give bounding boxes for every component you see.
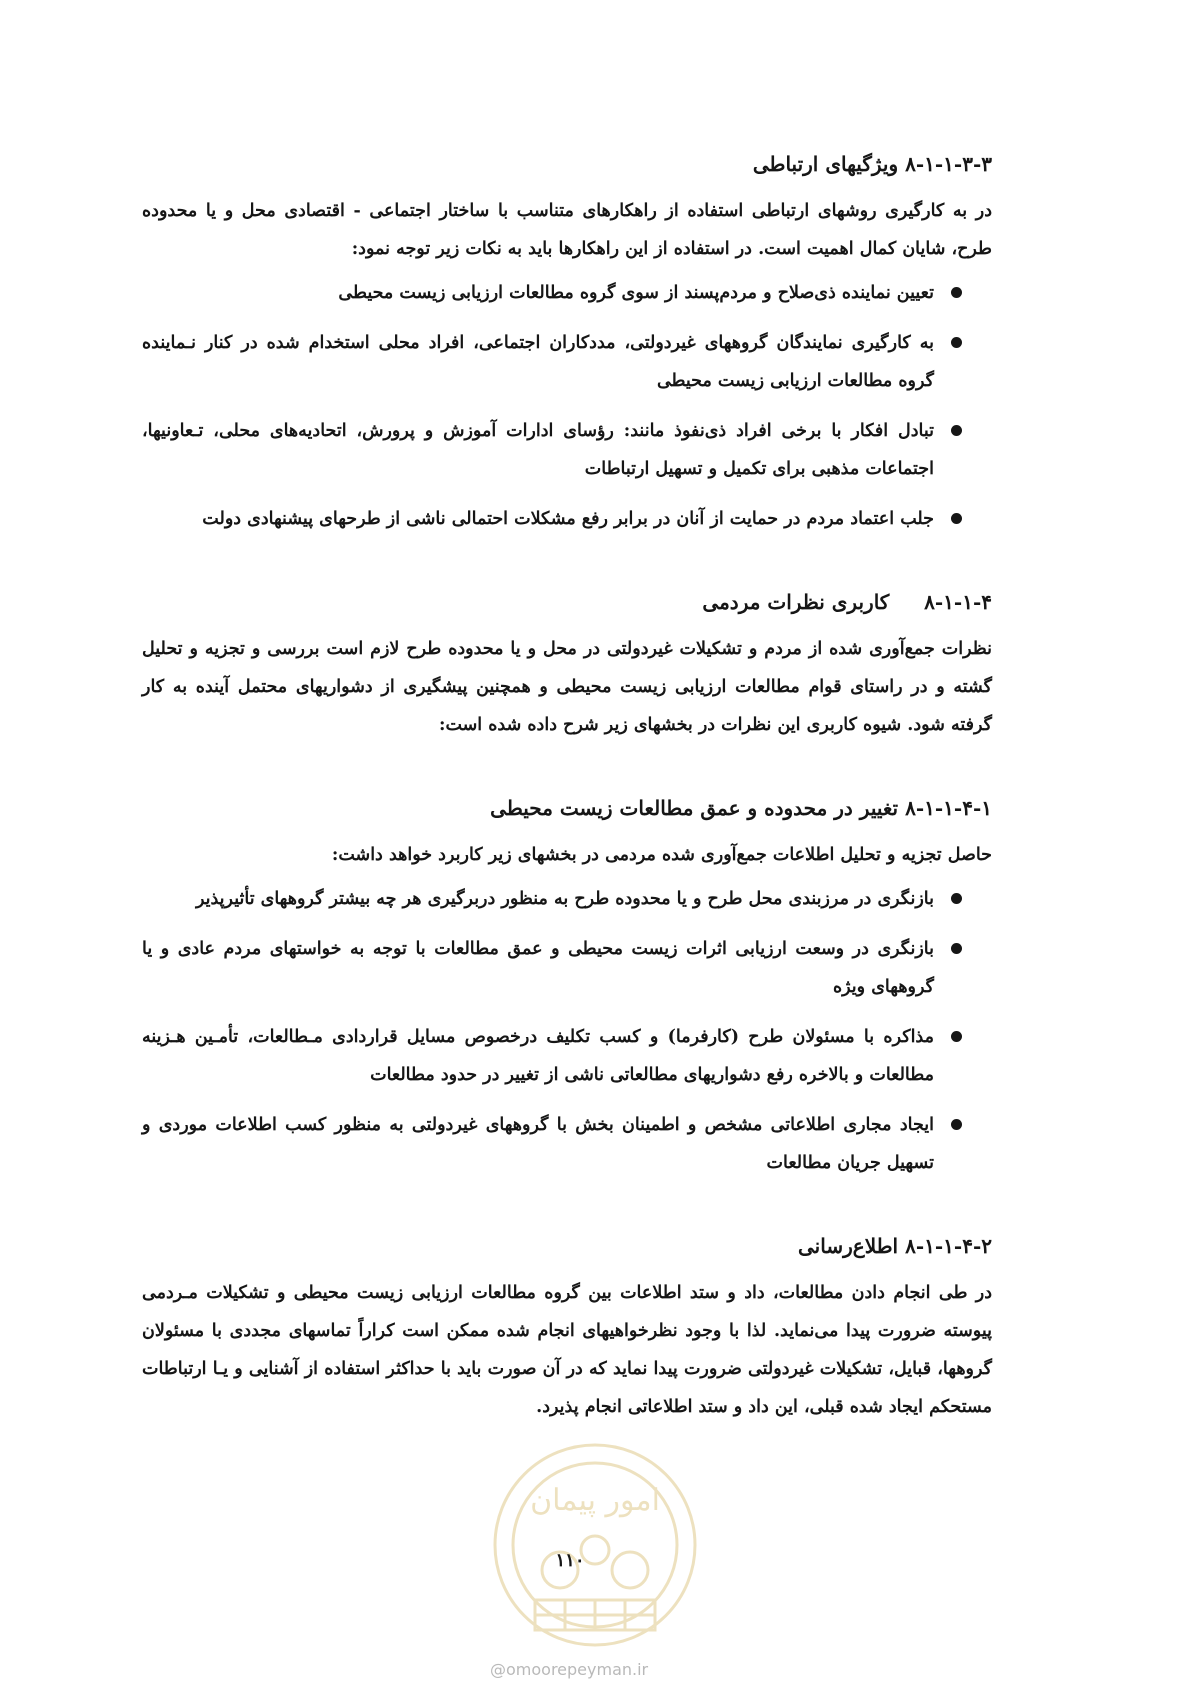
watermark-url: @omoorepeyman.ir xyxy=(490,1660,649,1679)
list-item: مذاکره با مسئولان طرح (کارفرما) و کسب تکلیف درخصوص مسایل قراردادی مـطالعات، تأمـین هـزینه مطالعات و بالاخره رفع دشواریهای مطالعاتی ناشی از تغییر در حدود مطالعات xyxy=(142,1018,992,1094)
section-paragraph: حاصل تجزیه و تحلیل اطلاعات جمع‌آوری شده مردمی در بخشهای زیر کاربرد خواهد داشت: xyxy=(331,845,992,865)
section-heading: ۸-۱-۱-۳-۳ ویژگیهای ارتباطی xyxy=(752,152,992,176)
bullet-icon xyxy=(951,337,962,348)
section-scope-change xyxy=(142,790,992,1182)
bullet-icon xyxy=(951,287,962,298)
bullet-list xyxy=(142,274,992,538)
section-information-dissemination xyxy=(142,1228,992,1426)
list-item: تبادل افکار با برخی افراد ذی‌نفوذ مانند: رؤسای ادارات آموزش و پرورش، اتحادیه‌های محلی، تـعاونیها، اجتماعات مذهبی برای تکمیل و تسهیل ارتباطات xyxy=(142,412,992,488)
watermark-seal-text: امور پیمان xyxy=(530,1483,660,1518)
page-content xyxy=(142,146,992,1472)
page-number: ۱۱۰ xyxy=(555,1550,585,1571)
bullet-icon xyxy=(951,943,962,954)
list-item: بازنگری در مرزبندی محل طرح و یا محدوده طرح به منظور دربرگیری هر چه بیشتر گروههای تأثیرپذیر xyxy=(142,880,992,918)
bullet-icon xyxy=(951,425,962,436)
list-item: جلب اعتماد مردم در حمایت از آنان در برابر رفع مشکلات احتمالی ناشی از طرحهای پیشنهادی دولت xyxy=(142,500,992,538)
section-heading: ۸-۱-۱-۴-۱ تغییر در محدوده و عمق مطالعات زیست محیطی xyxy=(490,796,992,820)
list-item: ایجاد مجاری اطلاعاتی مشخص و اطمینان بخش با گروههای غیردولتی به منظور کسب اطلاعات موردی و تسهیل جریان مطالعات xyxy=(142,1106,992,1182)
bullet-icon xyxy=(951,1031,962,1042)
list-item: تعیین نماینده ذی‌صلاح و مردم‌پسند از سوی گروه مطالعات ارزیابی زیست محیطی xyxy=(142,274,992,312)
bullet-list xyxy=(142,880,992,1182)
section-paragraph: نظرات جمع‌آوری شده از مردم و تشکیلات غیردولتی در محل و یا محدوده طرح لازم است بررسی و تجزیه و تحلیل گشته و در راستای قوام مطالعات ارزیابی زیست محیطی و همچنین پیشگیری از دشواریهای محتمل آینده به کار گرفته شود. شیوه کاربری این نظرات در بخشهای زیر شرح داده شده است: xyxy=(142,639,992,735)
bullet-icon xyxy=(951,1119,962,1130)
bullet-icon xyxy=(951,513,962,524)
watermark-seal-icon xyxy=(480,1430,710,1660)
section-heading: ۸-۱-۱-۴ کاربری نظرات مردمی xyxy=(702,590,992,614)
bullet-icon xyxy=(951,893,962,904)
at-icon: @ xyxy=(490,1660,506,1679)
section-public-opinion-usage xyxy=(142,584,992,744)
list-item: بازنگری در وسعت ارزیابی اثرات زیست محیطی و عمق مطالعات با توجه به خواستهای مردم عادی و یا گروههای ویژه xyxy=(142,930,992,1006)
section-communication-features xyxy=(142,146,992,538)
section-paragraph: در به کارگیری روشهای ارتباطی استفاده از راهکارهای متناسب با ساختار اجتماعی - اقتصادی محل و یا محدوده طرح، شایان کمال اهمیت است. در استفاده از این راهکارها باید به نکات زیر توجه نمود: xyxy=(142,201,992,259)
section-heading: ۸-۱-۱-۴-۲ اطلاع‌رسانی xyxy=(798,1234,992,1258)
section-paragraph: در طی انجام دادن مطالعات، داد و ستد اطلاعات بین گروه مطالعات ارزیابی زیست محیطی و تشکیلات مـردمی پیوسته ضرورت پیدا می‌نماید. لذا با وجود نظرخواهیهای انجام شده ممکن است کراراً تماسهای مجددی با مسئولان گروهها، قبایل، تشکیلات غیردولتی ضرورت پیدا نماید که در آن صورت باید با حداکثر استفاده از آشنایی و یـا ارتباطات مستحکم ایجاد شده قبلی، این داد و ستد اطلاعاتی انجام پذیرد. xyxy=(142,1283,992,1417)
list-item: به کارگیری نمایندگان گروههای غیردولتی، مددکاران اجتماعی، افراد محلی استخدام شده در کنار نـماینده گروه مطالعات ارزیابی زیست محیطی xyxy=(142,324,992,400)
